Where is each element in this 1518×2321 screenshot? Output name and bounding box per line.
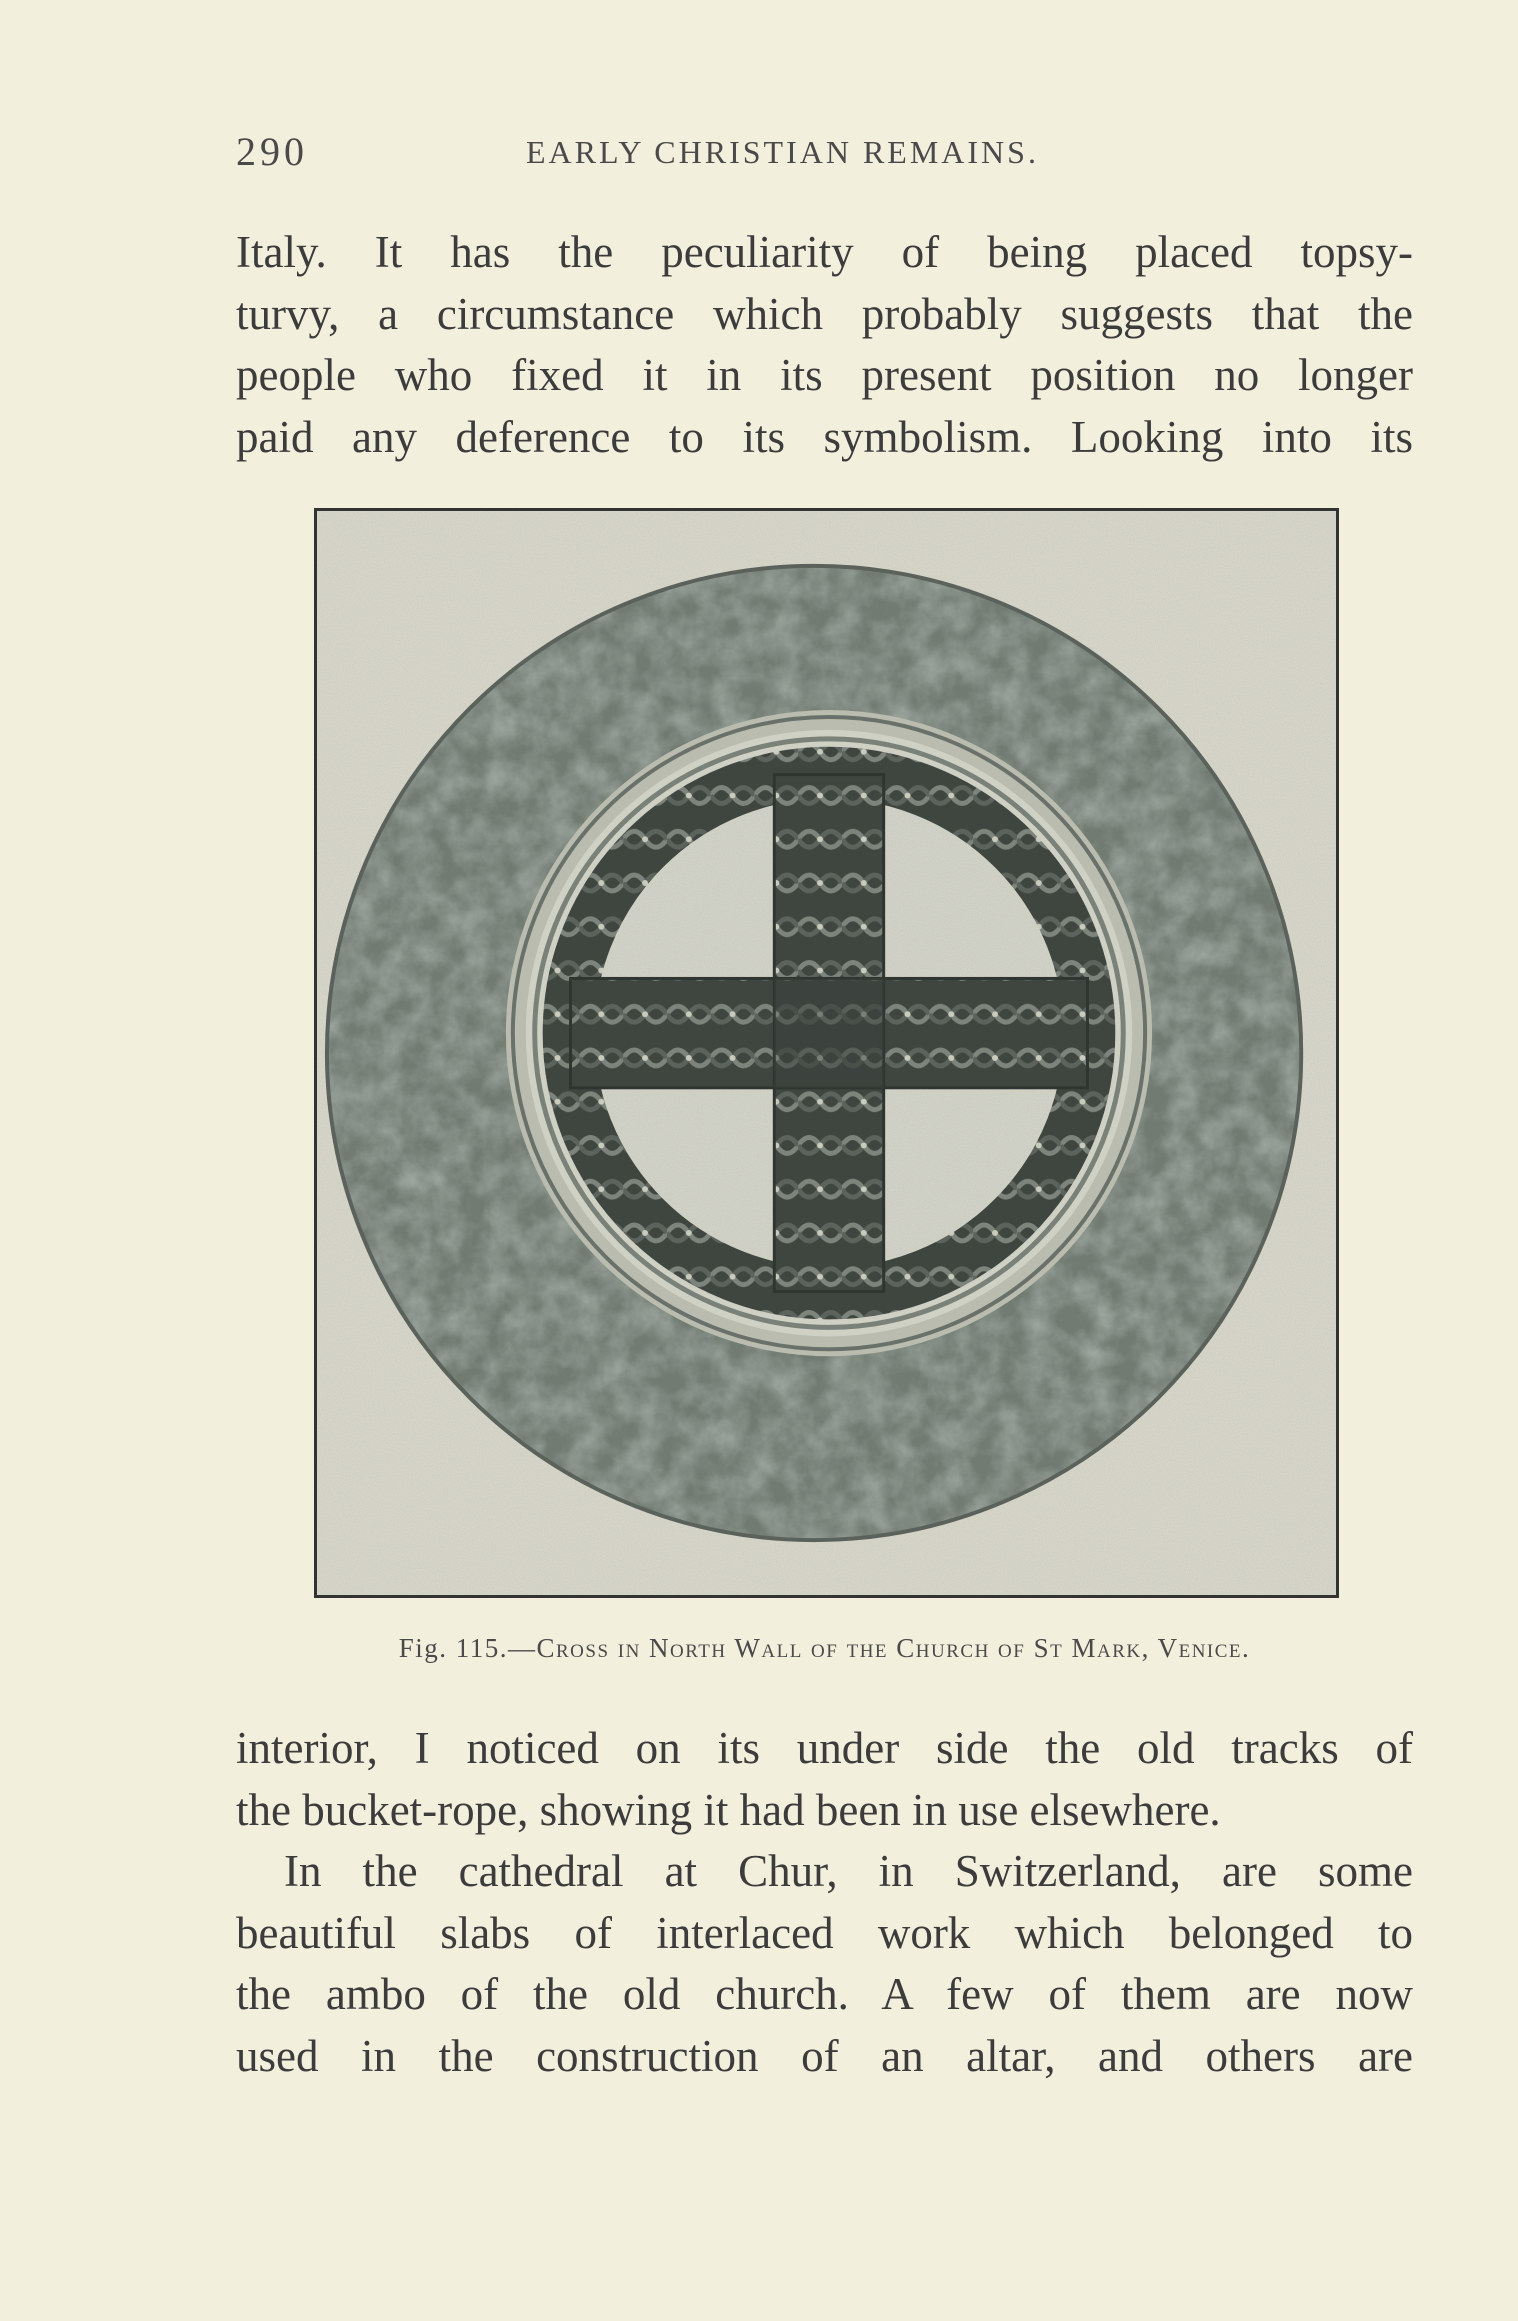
- text-line: In the cathedral at Chur, in Switzerland, are some: [284, 1846, 1413, 1896]
- text-line: people who fixed it in its present position no longer: [236, 350, 1413, 400]
- running-title: EARLY CHRISTIAN REMAINS.: [526, 134, 1039, 170]
- text-line: Italy. It has the peculiarity of being placed topsy-: [236, 227, 1413, 277]
- text-line: beautiful slabs of interlaced work which belonged to: [236, 1907, 1413, 1958]
- page-number: 290: [236, 129, 308, 174]
- paragraph-top: [236, 222, 1413, 468]
- caption-label: Fig. 115.: [398, 1633, 508, 1663]
- text-line: turvy, a circumstance which probably suggests that the: [236, 288, 1413, 339]
- paragraph-bottom: [236, 1718, 1413, 2087]
- cross-medallion-illustration: [317, 511, 1336, 1595]
- text-line: used in the construction of an altar, and others are: [236, 2030, 1413, 2081]
- caption-text: —Cross in North Wall of the Church of St Mark, Venice.: [507, 1633, 1251, 1663]
- text-line: interior, I noticed on its under side the old tracks of: [236, 1723, 1413, 1773]
- text-line: the bucket-rope, showing it had been in use elsewhere.: [236, 1784, 1221, 1835]
- text-line: the ambo of the old church. A few of them are now: [236, 1969, 1413, 2019]
- text-line: paid any deference to its symbolism. Looking into its: [236, 411, 1413, 462]
- page-header: [236, 128, 1411, 178]
- figure-cross-photograph: [314, 508, 1339, 1598]
- figure-caption: [236, 1633, 1413, 1664]
